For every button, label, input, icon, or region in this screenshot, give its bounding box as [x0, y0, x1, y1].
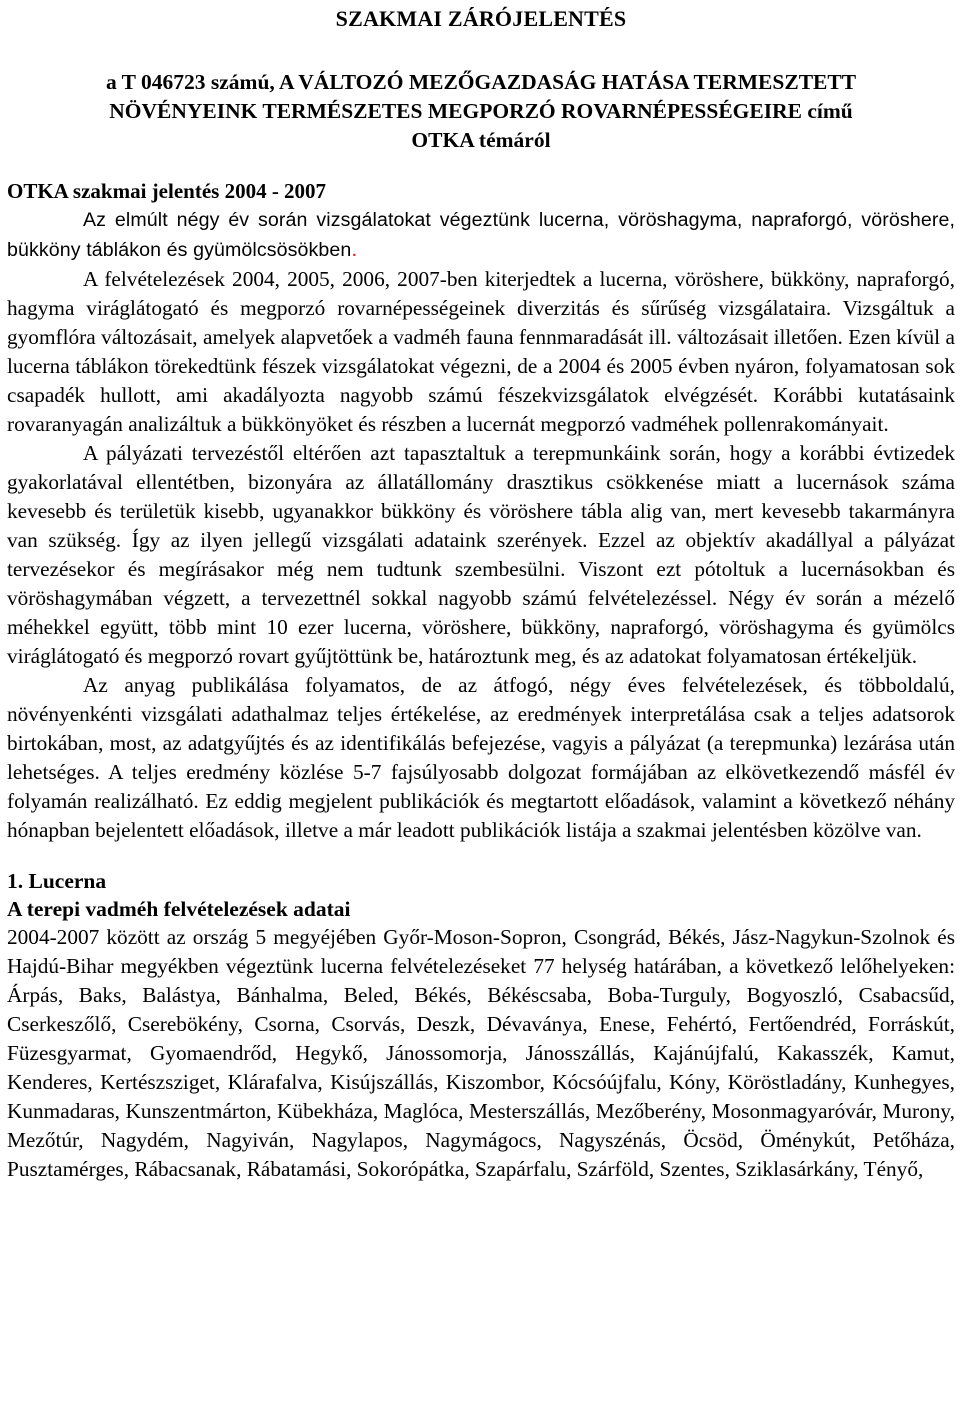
paragraph-2: A pályázati tervezéstől eltérően azt tapasztaltuk a terepmunkáink során, hogy a korábbi évtizedek gyakorlatával ellentétben, bizonyára az állatállomány drasztikus csökkenése miatt a lucernások száma kevesebb és területük kisebb, ugyanakkor bükköny és vöröshere tábla alig van, mert kevesebb takarmányra van szükség. Így az ilyen jellegű vizsgálati adataink szerények. Ezzel az objektív akadállyal a pályázat tervezésekor és megírásakor még nem tudtunk szembesülni. Viszont ezt pótoltuk a lucernásokban és vöröshagymában végzett, a tervezettnél sokkal nagyobb számú felvételezéssel. Négy év során a mézelő méhekkel együtt, több mint 10 ezer lucerna, vöröshere, bükköny, napraforgó, vöröshagyma és gyümölcs viráglátogató és megporzó rovart gyűjtöttünk be, határoztunk meg, és az adatokat folyamatosan értékeljük.	[7, 441, 955, 668]
document-page	[7, 0, 955, 1184]
intro-text: Az elmúlt négy év során vizsgálatokat végeztünk lucerna, vöröshagyma, napraforgó, vöröshere, bükköny táblákon és gyümölcsösökben	[7, 209, 955, 261]
document-title: SZAKMAI ZÁRÓJELENTÉS	[335, 6, 627, 31]
document-subtitle	[7, 68, 955, 155]
subtitle-line: NÖVÉNYEINK TERMÉSZETES MEGPORZÓ ROVARNÉPESSÉGEIRE című	[109, 99, 853, 123]
subtitle-line: a T 046723 számú, A VÁLTOZÓ MEZŐGAZDASÁG HATÁSA TERMESZTETT	[105, 70, 857, 94]
intro-paragraph	[7, 205, 955, 265]
paragraph-3: Az anyag publikálása folyamatos, de az átfogó, négy éves felvételezések, és többoldalú, növényenkénti vizsgálati adathalmaz teljes értékelése, az eredmények interpretálása csak a teljes adatsorok birtokában, most, az adatgyűjtés és az identifikálás befejezése, vagyis a pályázat (a terepmunka) lezárása után lehetséges. A teljes eredmény közlése 5-7 fajsúlyosabb dolgozat formájában az elkövetkezendő másfél év folyamán realizálható. Ez eddig megjelent publikációk és megtartott előadások, valamint a következő néhány hónapban bejelentett előadások, illetve a már leadott publikációk listája a szakmai jelentésben közölve van.	[7, 673, 955, 842]
section-heading: 1. Lucerna	[7, 869, 107, 893]
report-heading: OTKA szakmai jelentés 2004 - 2007	[7, 179, 327, 203]
subtitle-line: OTKA témáról	[411, 128, 551, 152]
section-paragraph: 2004-2007 között az ország 5 megyéjében Győr-Moson-Sopron, Csongrád, Békés, Jász-Nagykun-Szolnok és Hajdú-Bihar megyékben végeztünk lucerna felvételezéseket 77 helység határában, a következő lelőhelyeken: Árpás, Baks, Balástya, Bánhalma, Beled, Békés, Békéscsaba, Boba-Turguly, Bogyoszló, Csabacsűd, Cserkeszőlő, Cserebökény, Csorna, Csorvás, Deszk, Dévaványa, Enese, Fehértó, Fertőendréd, Forráskút, Füzesgyarmat, Gyomaendrőd, Hegykő, Jánossomorja, Jánosszállás, Kajánújfalú, Kakasszék, Kamut, Kenderes, Kertészsziget, Klárafalva, Kisújszállás, Kiszombor, Kócsóújfalu, Kóny, Köröstladány, Kunhegyes, Kunmadaras, Kunszentmárton, Kübekháza, Maglóca, Mesterszállás, Mezőberény, Mosonmagyaróvár, Murony, Mezőtúr, Nagydém, Nagyiván, Nagylapos, Nagymágocs, Nagyszénás, Öcsöd, Öménykút, Petőháza, Pusztamérges, Rábacsanak, Rábatamási, Sokorópátka, Szapárfalu, Szárföld, Szentes, Sziklasárkány, Tényő,	[7, 925, 955, 1181]
section-subheading: A terepi vadméh felvételezések adatai	[7, 897, 351, 921]
intro-red-dot: .	[351, 237, 358, 261]
paragraph-1: A felvételezések 2004, 2005, 2006, 2007-ben kiterjedtek a lucerna, vöröshere, bükköny, napraforgó, hagyma viráglátogató és megporzó rovarnépességeinek diverzitás és sűrűség vizsgálataira. Vizsgáltuk a gyomflóra változásait, amelyek alapvetőek a vadméh fauna fennmaradását ill. változásait illetően. Ezen kívül a lucerna táblákon törekedtünk fészek vizsgálatokat végezni, de a 2004 és 2005 évben nyáron, folyamatosan sok csapadék hullott, ami akadályozta nagyobb számú fészekvizsgálatok elvégzését. Korábbi kutatásaink rovaranyagán analizáltuk a bükkönyöket és részben a lucernát megporzó vadméhek pollenrakományait.	[7, 267, 955, 436]
